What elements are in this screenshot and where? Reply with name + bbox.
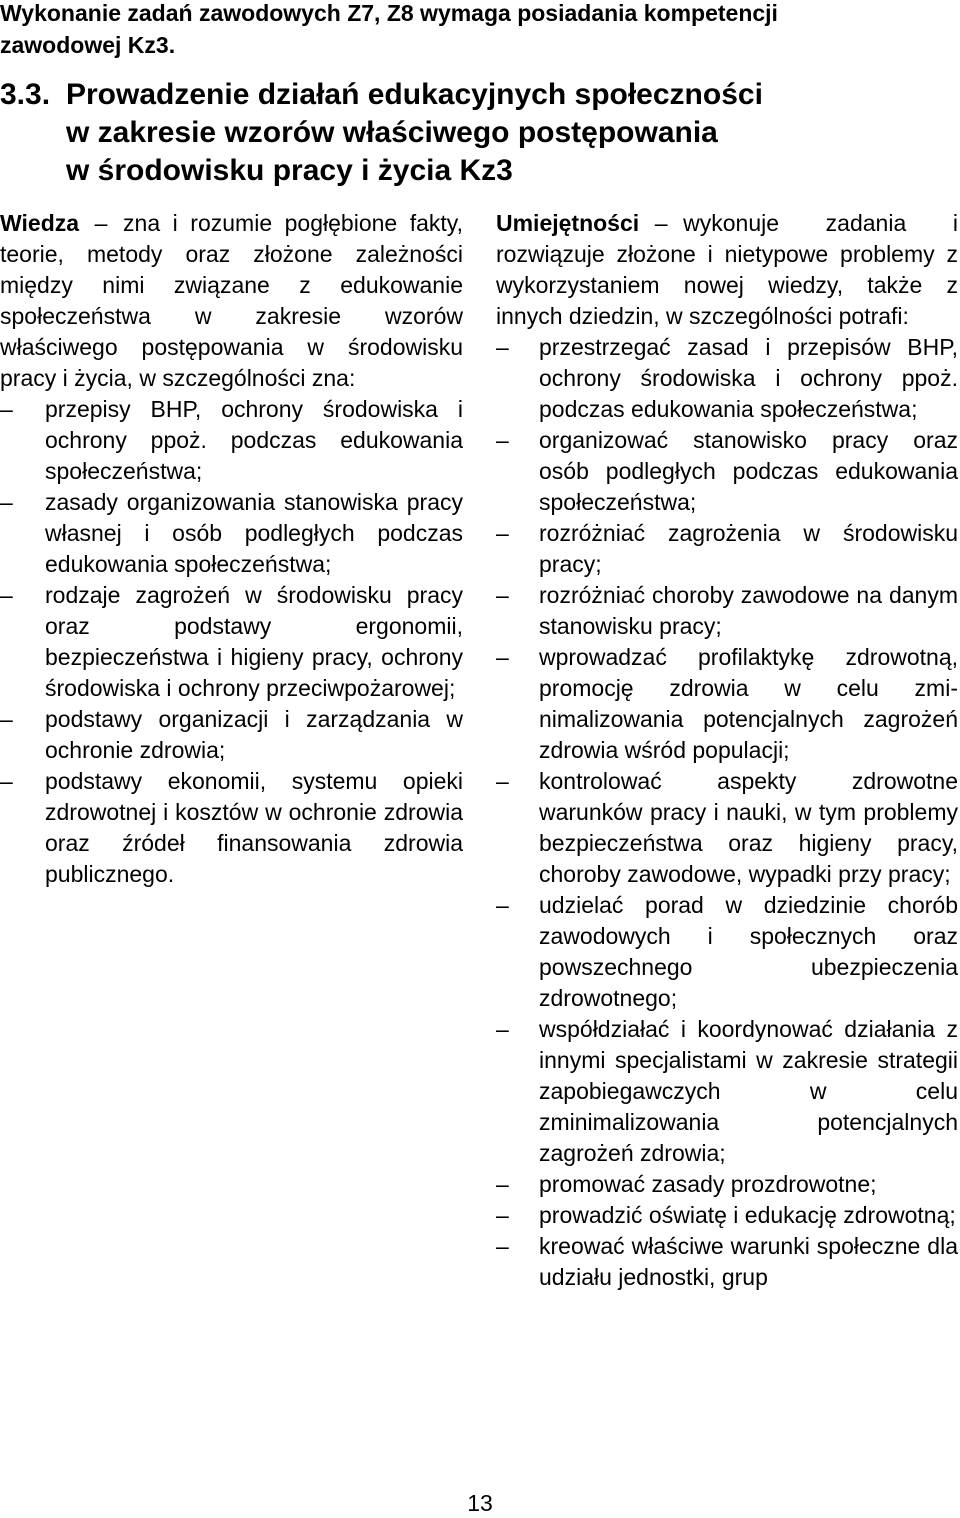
- knowledge-list: [0, 394, 463, 890]
- competency-header-line-2: zawodowej Kz3.: [0, 32, 176, 58]
- skills-list: [496, 332, 958, 1293]
- skills-list-item-text: rozróżniać zagrożenia w środowisku pracy;: [539, 520, 958, 577]
- skills-list-item: [496, 580, 958, 642]
- knowledge-intro: [0, 208, 463, 394]
- dash-bullet: –: [496, 1016, 509, 1042]
- skills-term: Umiejętności: [496, 210, 640, 236]
- dash-bullet: –: [496, 1202, 509, 1228]
- skills-list-item-text: rozróżniać choroby zawodowe na danym stanowisku pracy;: [539, 582, 958, 639]
- skills-list-item: [496, 766, 958, 890]
- competency-header-line-1: Wykonanie zadań zawodowych Z7, Z8 wymaga posiadania kompetencji: [0, 0, 778, 26]
- skills-intro-text: wykonuje zadania i rozwiązuje złożone i nietypowe problemy z wykorzystaniem nowej wiedzy, także z innych dziedzin, w szczególności potrafi:: [496, 210, 958, 329]
- dash-bullet: –: [496, 520, 509, 546]
- skills-list-item-text: udzielać porad w dziedzinie chorób zawodowych i społecznych oraz powszechnego ubezpieczenia zdrowotnego;: [539, 892, 958, 1011]
- skills-dash: –: [654, 210, 668, 236]
- skills-list-item-text: przestrzegać zasad i przepisów BHP, ochrony środowiska i ochrony ppoż. podczas edukowania społeczeństwa;: [539, 334, 958, 422]
- knowledge-column: [0, 208, 463, 890]
- skills-list-item: [496, 425, 958, 518]
- knowledge-list-item: [0, 704, 463, 766]
- knowledge-term: Wiedza: [0, 210, 80, 236]
- section-number: 3.3.: [0, 78, 51, 111]
- knowledge-list-item-text: podstawy ekonomii, systemu opieki zdrowotnej i kosztów w ochronie zdrowia oraz źródeł finansowania zdrowia publicznego.: [45, 768, 463, 887]
- skills-list-item: [496, 1231, 958, 1293]
- dash-bullet: –: [496, 1171, 509, 1197]
- skills-list-item-text: kreować właściwe warunki społeczne dla udziału jednostki, grup: [539, 1233, 958, 1290]
- knowledge-intro-text: zna i rozumie pogłębione fakty, teorie, metody oraz złożone zależności między nimi związane z edukowanie społeczeństwa w zakresie wzorów właściwego postępowania w środowisku pracy i życia, w szczególności zna:: [0, 210, 463, 391]
- knowledge-list-item-text: przepisy BHP, ochrony środowiska i ochrony ppoż. podczas edukowania społeczeństwa;: [45, 396, 463, 484]
- skills-list-item-text: promować zasady prozdrowotne;: [539, 1171, 877, 1197]
- skills-list-item: [496, 642, 958, 766]
- section-title-line-3: w środowisku pracy i życia Kz3: [66, 154, 513, 187]
- knowledge-list-item: [0, 766, 463, 890]
- dash-bullet: –: [496, 644, 509, 670]
- dash-bullet: –: [0, 489, 13, 515]
- knowledge-list-item-text: podstawy organizacji i zarządzania w ochronie zdrowia;: [45, 706, 463, 763]
- skills-list-item: [496, 1169, 958, 1200]
- knowledge-list-item-text: rodzaje zagrożeń w środowisku pracy oraz podstawy ergonomii, bezpieczeństwa i higieny pracy, ochrony środowiska i ochrony przeciwpożarowej;: [45, 582, 463, 701]
- section-title: [0, 76, 763, 190]
- knowledge-dash: –: [94, 210, 108, 236]
- dash-bullet: –: [0, 396, 13, 422]
- skills-list-item: [496, 518, 958, 580]
- skills-list-item: [496, 890, 958, 1014]
- skills-list-item: [496, 1014, 958, 1169]
- skills-list-item: [496, 332, 958, 425]
- section-title-line-2: w zakresie wzorów właściwego postępowania: [66, 116, 718, 149]
- section-title-line-1: Prowadzenie działań edukacyjnych społeczności: [66, 78, 763, 111]
- skills-list-item: [496, 1200, 958, 1231]
- skills-list-item-text: kontrolować aspekty zdrowotne warunków pracy i nauki, w tym problemy bezpieczeństwa oraz higieny pracy, choroby zawodowe, wypadki przy pracy;: [539, 768, 958, 887]
- dash-bullet: –: [0, 706, 13, 732]
- skills-list-item-text: organizować stanowisko pracy oraz osób podległych podczas edukowania społeczeństwa;: [539, 427, 958, 515]
- knowledge-list-item: [0, 487, 463, 580]
- dash-bullet: –: [0, 582, 13, 608]
- page-number: 13: [467, 1490, 493, 1516]
- dash-bullet: –: [0, 768, 13, 794]
- skills-list-item-text: wprowadzać profilaktykę zdrowotną, promocję zdrowia w celu zminimalizowania potencjalnych zagrożeń zdrowia wśród populacji;: [539, 644, 958, 763]
- dash-bullet: –: [496, 1233, 509, 1259]
- dash-bullet: –: [496, 427, 509, 453]
- dash-bullet: –: [496, 582, 509, 608]
- knowledge-list-item-text: zasady organizowania stanowiska pracy własnej i osób podległych podczas edukowania społeczeństwa;: [45, 489, 463, 577]
- skills-column: [496, 208, 958, 1293]
- dash-bullet: –: [496, 334, 509, 360]
- skills-intro: [496, 208, 958, 332]
- knowledge-list-item: [0, 580, 463, 704]
- skills-list-item-text: prowadzić oświatę i edukację zdrowotną;: [539, 1202, 956, 1228]
- dash-bullet: –: [496, 892, 509, 918]
- dash-bullet: –: [496, 768, 509, 794]
- knowledge-list-item: [0, 394, 463, 487]
- skills-list-item-text: współdziałać i koordynować działania z innymi specjalistami w zakresie strategii zapobiegawczych w celu zminimalizowania potencjalnych zagrożeń zdrowia;: [539, 1016, 958, 1166]
